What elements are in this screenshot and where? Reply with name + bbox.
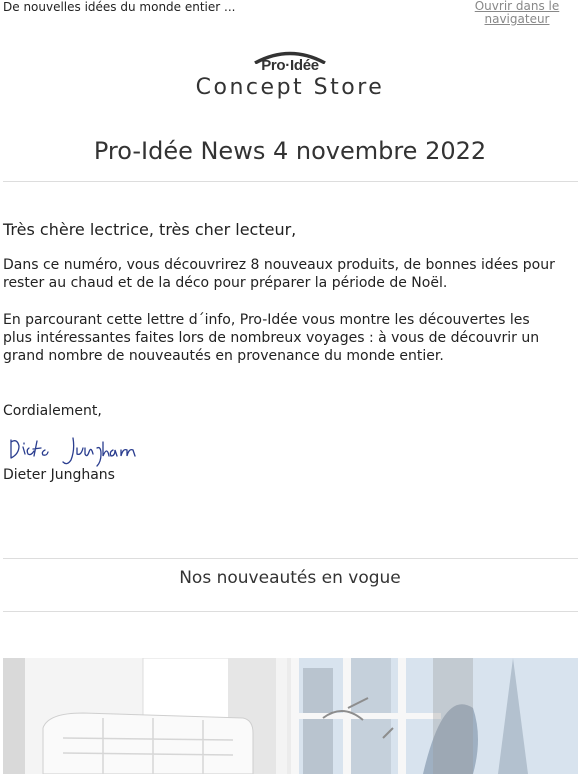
section-title: Nos nouveautés en vogue: [179, 568, 401, 588]
hero-scene: [3, 658, 578, 774]
signature-image: [3, 432, 168, 468]
intro-paragraph: Dans ce numéro, vous découvrirez 8 nouveaux produits, de bonnes idées pour rester au chaud et de la déco pour préparer la période de Noël.: [3, 257, 555, 291]
greeting: Très chère lectrice, très cher lecteur,: [3, 220, 297, 239]
travel-paragraph: En parcourant cette lettre d´info, Pro-Idée vous montre les découvertes les plus intéressantes faites lors de nombreux voyages : à vous de découvrir un grand nombre de nouveautés en provenance du monde entier.: [3, 312, 540, 364]
open-in-browser-link[interactable]: Ouvrir dans le navigateur: [474, 0, 560, 26]
divider-top: [3, 181, 578, 182]
hero-product-image[interactable]: [3, 658, 578, 774]
divider-section-bottom: [3, 611, 578, 612]
logo-brand-name: Pro·Idée: [261, 57, 319, 74]
logo-mark: [245, 50, 335, 74]
logo-subtitle: Concept Store: [195, 75, 385, 100]
preheader-text: De nouvelles idées du monde entier ...: [3, 0, 236, 14]
logo[interactable]: [0, 50, 580, 100]
closing: Cordialement,: [3, 403, 102, 419]
signer-name: Dieter Junghans: [3, 467, 115, 483]
newsletter-title: Pro-Idée News 4 novembre 2022: [93, 137, 487, 165]
divider-section-top: [3, 558, 578, 559]
